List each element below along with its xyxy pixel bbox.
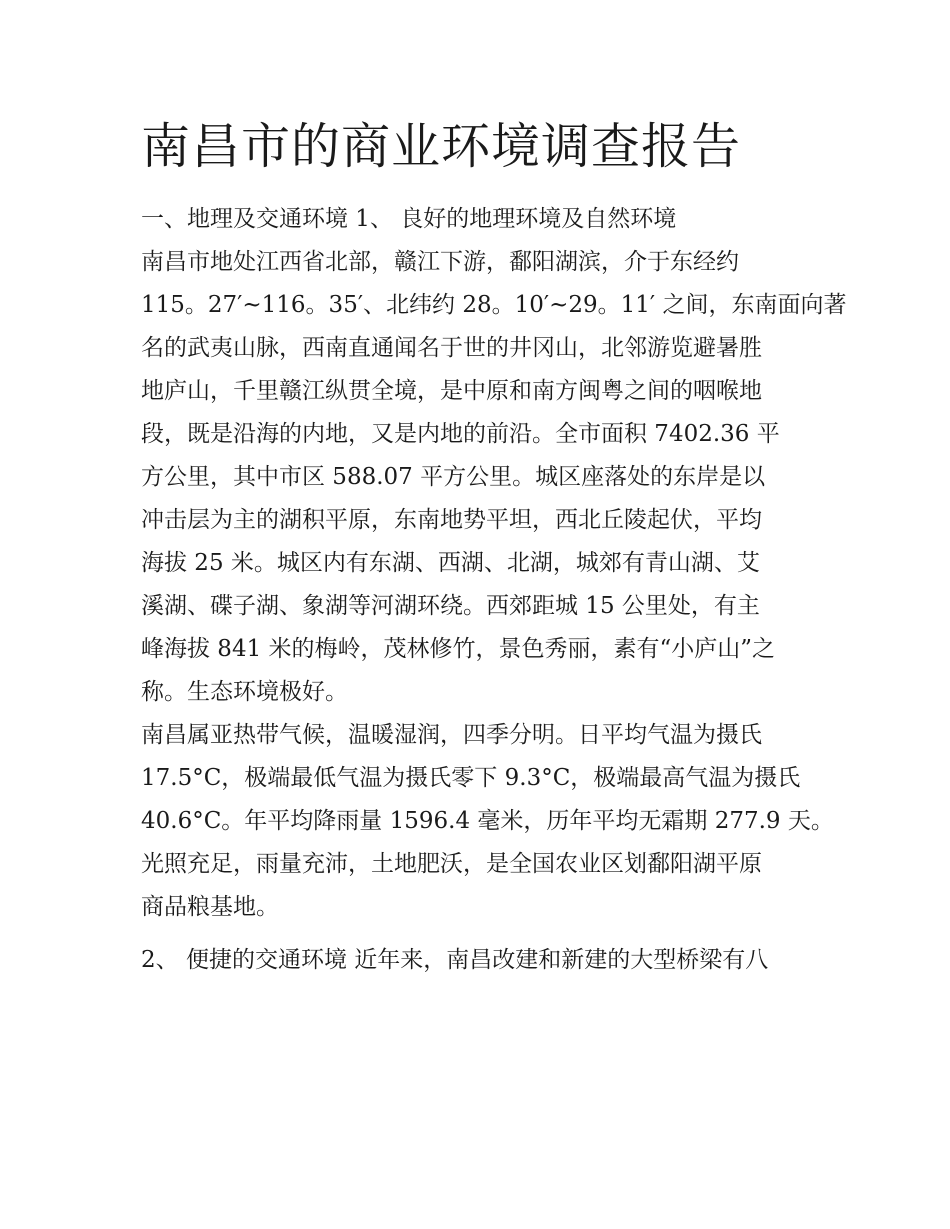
paragraph-line: 115。27′~116。35′、北纬约 28。10′~29。11′ 之间，东南面向著 xyxy=(141,292,847,318)
paragraph-line: 海拔 25 米。城区内有东湖、西湖、北湖，城郊有青山湖、艾 xyxy=(141,550,760,576)
paragraph-line: 称。生态环境极好。 xyxy=(141,679,348,705)
paragraph-climate xyxy=(141,714,834,929)
document-title: 南昌市的商业环境调查报告 xyxy=(141,118,742,175)
paragraph-line: 光照充足，雨量充沛，土地肥沃，是全国农业区划鄱阳湖平原 xyxy=(141,851,762,877)
paragraph-spacer xyxy=(141,929,821,939)
paragraph-line: 名的武夷山脉，西南直通闻名于世的井冈山，北邻游览避暑胜 xyxy=(141,335,762,361)
section-heading-transport: 2、 便捷的交通环境 近年来，南昌改建和新建的大型桥梁有八 xyxy=(141,947,769,973)
paragraph-line: 地庐山，千里赣江纵贯全境，是中原和南方闽粤之间的咽喉地 xyxy=(141,378,762,404)
section-heading: 一、地理及交通环境 1、 良好的地理环境及自然环境 xyxy=(141,206,677,232)
paragraph-line: 商品粮基地。 xyxy=(141,894,279,920)
paragraph-line: 段，既是沿海的内地，又是内地的前沿。全市面积 7402.36 平 xyxy=(141,421,780,447)
paragraph-line: 南昌市地处江西省北部，赣江下游，鄱阳湖滨，介于东经约 xyxy=(141,249,739,275)
paragraph-line: 溪湖、碟子湖、象湖等河湖环绕。西郊距城 15 公里处，有主 xyxy=(141,593,760,619)
paragraph-line: 40.6°C。年平均降雨量 1596.4 毫米，历年平均无霜期 277.9 天。 xyxy=(141,808,834,834)
paragraph-line: 17.5°C，极端最低气温为摄氏零下 9.3°C，极端最高气温为摄氏 xyxy=(141,765,801,791)
document-page xyxy=(141,112,847,982)
paragraph-geography xyxy=(141,241,847,714)
paragraph-line: 方公里，其中市区 588.07 平方公里。城区座落处的东岸是以 xyxy=(141,464,766,490)
paragraph-line: 峰海拔 841 米的梅岭，茂林修竹，景色秀丽，素有“小庐山”之 xyxy=(141,636,776,662)
paragraph-line: 冲击层为主的湖积平原，东南地势平坦，西北丘陵起伏，平均 xyxy=(141,507,762,533)
paragraph-line: 南昌属亚热带气候，温暖湿润，四季分明。日平均气温为摄氏 xyxy=(141,722,762,748)
